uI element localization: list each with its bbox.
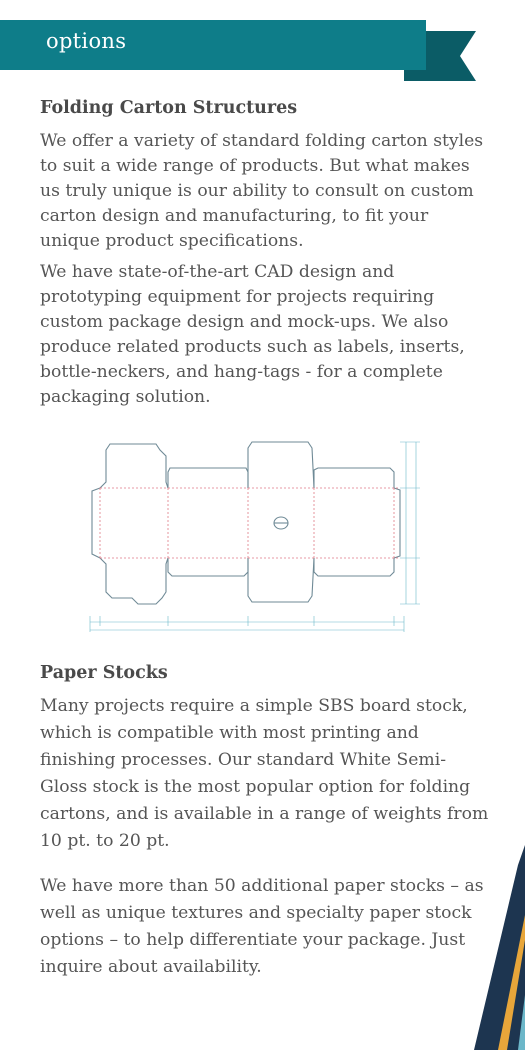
dieline-fold-lines — [100, 488, 400, 558]
section-heading-folding-carton: Folding Carton Structures — [40, 98, 298, 118]
banner-title: options — [46, 29, 127, 53]
paragraph-additional-stocks: We have more than 50 additional paper stocks – as well as unique textures and specialty paper stock options – to help differentiate your package. Just inquire about availability. — [40, 876, 484, 977]
carton-dieline-diagram — [86, 438, 426, 634]
dieline-outline — [92, 442, 400, 604]
section-banner — [0, 20, 426, 70]
paragraph-paper-stocks: Many projects require a simple SBS board stock, which is compatible with most printing and finishing processes. Our standard White Semi-Gloss stock is the most popular option for folding cartons, and is available in a range of weights from 10 pt. to 20 pt. — [40, 696, 489, 851]
corner-stripe-decoration — [470, 845, 525, 1050]
paragraph-folding-intro: We offer a variety of standard folding carton styles to suit a wide range of products. But what makes us truly unique is our ability to consult on custom carton design and manufacturing, to fit your unique product specifications. — [40, 131, 484, 251]
paragraph-cad-design: We have state-of-the-art CAD design and prototyping equipment for projects requiring custom package design and mock-ups. We also produce related products such as labels, inserts, bottle-neckers, and hang-tags - for a complete packaging solution. — [40, 262, 465, 407]
section-heading-paper-stocks: Paper Stocks — [40, 663, 168, 683]
